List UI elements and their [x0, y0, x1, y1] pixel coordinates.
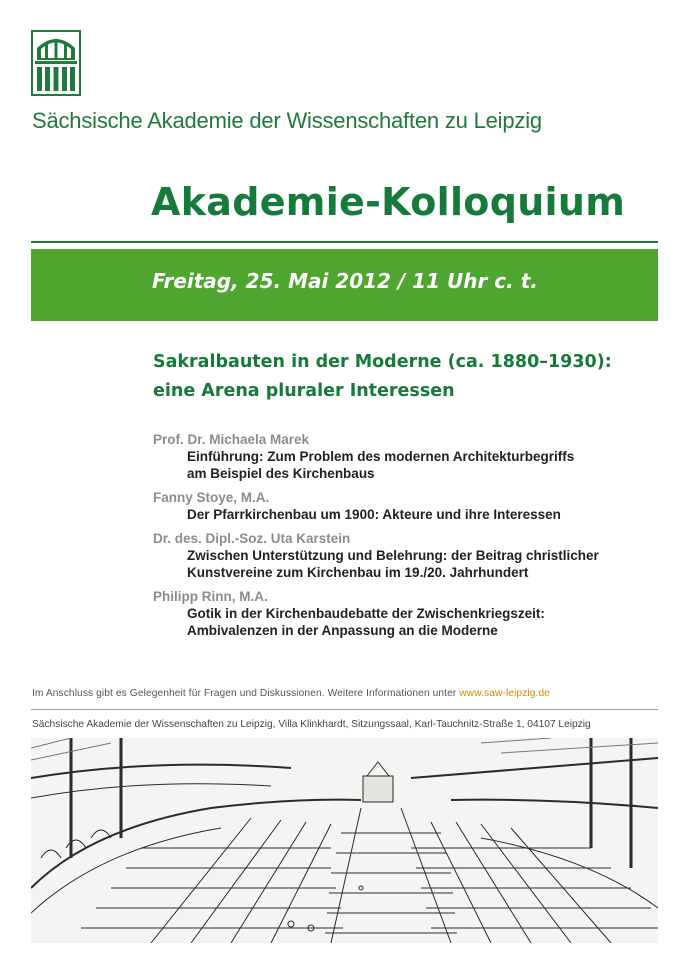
topic-line: Sakralbauten in der Moderne (ca. 1880–1930):	[153, 352, 612, 372]
talk-title-line: Ambivalenzen in der Anpassung an die Moderne	[187, 623, 498, 638]
program-list	[153, 431, 673, 646]
info-line	[32, 688, 659, 699]
date-banner	[31, 249, 658, 321]
talk-title-line: Zwischen Unterstützung und Belehrung: der Beitrag christlicher	[187, 548, 599, 563]
organization-name: Sächsische Akademie der Wissenschaften zu Leipzig	[32, 108, 542, 133]
event-topic	[153, 348, 612, 406]
talk-item	[153, 530, 673, 581]
speaker-name: Philipp Rinn, M.A.	[153, 589, 268, 604]
info-text: Im Anschluss gibt es Gelegenheit für Fragen und Diskussionen. Weitere Informationen unter	[32, 688, 457, 699]
talk-title-line: Gotik in der Kirchenbaudebatte der Zwischenkriegszeit:	[187, 606, 545, 621]
footer-divider	[31, 709, 658, 710]
talk-title-line: am Beispiel des Kirchenbaus	[187, 466, 375, 481]
venue-address: Sächsische Akademie der Wissenschaften zu Leipzig, Villa Klinkhardt, Sitzungssaal, Karl-Tauchnitz-Straße 1, 04107 Leipzig	[32, 719, 591, 730]
speaker-name: Prof. Dr. Michaela Marek	[153, 432, 310, 447]
talk-item	[153, 489, 673, 523]
title-divider	[31, 241, 658, 243]
event-title: Akademie-Kolloquium	[151, 180, 626, 224]
speaker-name: Fanny Stoye, M.A.	[153, 490, 270, 505]
talk-title-line: Der Pfarrkirchenbau um 1900: Akteure und ihre Interessen	[187, 507, 561, 522]
talk-item	[153, 588, 673, 639]
website-link[interactable]: www.saw-leipzig.de	[459, 688, 550, 699]
topic-line: eine Arena pluraler Interessen	[153, 381, 455, 401]
event-date: Freitag, 25. Mai 2012 / 11 Uhr c. t.	[152, 269, 538, 293]
speaker-name: Dr. des. Dipl.-Soz. Uta Karstein	[153, 531, 351, 546]
talk-title-line: Kunstvereine zum Kirchenbau im 19./20. Jahrhundert	[187, 565, 529, 580]
talk-item	[153, 431, 673, 482]
academy-logo-icon	[31, 30, 81, 96]
church-interior-illustration	[31, 738, 658, 943]
talk-title-line: Einführung: Zum Problem des modernen Architekturbegriffs	[187, 449, 575, 464]
